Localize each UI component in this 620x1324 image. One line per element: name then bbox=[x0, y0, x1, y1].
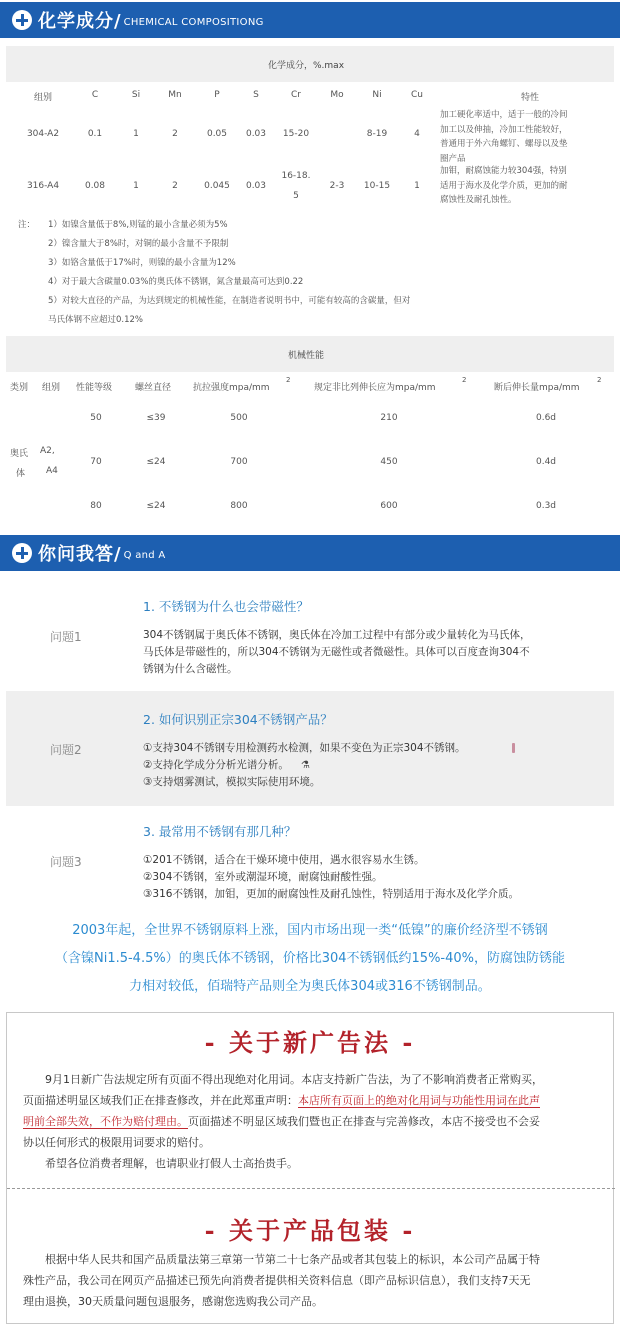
col-header: 抗拉强度mpa/mm bbox=[193, 383, 270, 393]
superscript: 2 bbox=[597, 376, 602, 384]
col-header: P bbox=[214, 90, 220, 100]
question-title: 1. 不锈钢为什么也会带磁性？ bbox=[143, 599, 309, 614]
cell-yield: 210 bbox=[380, 413, 398, 423]
ad-law-title: - 关于新广告法 - bbox=[204, 1028, 416, 1057]
qa-item bbox=[0, 575, 620, 690]
cell-s: 0.03 bbox=[245, 181, 267, 191]
section-title: 化学成分/ bbox=[38, 11, 122, 32]
cell-p: 0.05 bbox=[206, 129, 228, 139]
cell-group: A2, bbox=[40, 446, 55, 456]
answer-line: 锈钢为什么含磁性。 bbox=[143, 663, 238, 675]
feature-line: 普通用于外六角螺钉、螺母以及垫 bbox=[440, 139, 568, 149]
note-line: 1）如镍含量低于8%,则锰的最小含量必须为5% bbox=[48, 220, 228, 230]
cell-mn: 2 bbox=[172, 129, 178, 139]
cell-si: 1 bbox=[133, 129, 139, 139]
answer-text bbox=[143, 852, 583, 903]
cell-si: 1 bbox=[133, 181, 139, 191]
col-header: Ni bbox=[372, 90, 382, 100]
col-header: C bbox=[91, 90, 99, 100]
col-header: 组别 bbox=[33, 93, 52, 103]
low-nickel-note bbox=[0, 917, 620, 1001]
qa-item bbox=[6, 691, 614, 806]
col-header: Mn bbox=[168, 90, 182, 100]
col-header: Mo bbox=[330, 90, 344, 100]
section-header-qa bbox=[0, 535, 620, 571]
plus-icon bbox=[12, 10, 32, 30]
col-header: 螺丝直径 bbox=[135, 383, 172, 393]
section-title: 你问我答/ bbox=[38, 544, 122, 565]
cell-tensile: 500 bbox=[230, 413, 248, 423]
plus-icon bbox=[12, 543, 32, 563]
note-line: 2003年起，全世界不锈钢原料上涨，国内市场出现一类“低镍”的廉价经济型不锈钢 bbox=[72, 923, 548, 938]
qa-item bbox=[0, 806, 620, 916]
law-highlight: 明前全部失效，不作为赔付理由。 bbox=[23, 1115, 188, 1128]
cell-cr: 16-18. bbox=[281, 171, 311, 181]
cell-cu: 1 bbox=[414, 181, 420, 191]
cell-grade: 80 bbox=[90, 501, 102, 511]
note-line: 5）对较大直径的产品，为达到规定的机械性能，在制造者说明书中，可能有较高的含碳量，但对 bbox=[48, 296, 411, 306]
mech-table-title: 机械性能 bbox=[288, 351, 325, 361]
cell-ni: 10-15 bbox=[363, 181, 391, 191]
question-label: 问题2 bbox=[50, 743, 82, 757]
divider bbox=[7, 1188, 615, 1189]
cell-group: 304-A2 bbox=[26, 129, 60, 139]
cell-s: 0.03 bbox=[245, 129, 267, 139]
note-line: 2）镍含量大于8%时，对铜的最小含量不予限制 bbox=[48, 239, 229, 249]
law-line: 协以任何形式的极限用词要求的赔付。 bbox=[23, 1136, 210, 1149]
chem-table-title: 化学成分，%.max bbox=[268, 61, 345, 71]
cell-elongation: 0.6d bbox=[535, 413, 557, 423]
col-header: S bbox=[253, 90, 259, 100]
cell-diameter: ≤24 bbox=[146, 457, 166, 467]
col-header: 断后伸长量mpa/mm bbox=[494, 383, 580, 393]
section-header-chemical bbox=[0, 2, 620, 38]
answer-line: ①201不锈钢，适合在干燥环境中使用，遇水很容易水生锈。 bbox=[143, 854, 425, 866]
cell-cr: 15-20 bbox=[282, 129, 310, 139]
cell-tensile: 800 bbox=[230, 501, 248, 511]
cell-feature bbox=[440, 108, 615, 166]
feature-line: 加钼，耐腐蚀能力较304强，特别 bbox=[440, 166, 567, 176]
test-tube-icon bbox=[512, 743, 515, 753]
ad-law-text bbox=[23, 1069, 601, 1174]
notice-box bbox=[6, 1012, 614, 1324]
cell-c: 0.1 bbox=[87, 129, 103, 139]
law-line: 页面描述不明显区域我们暨也正在排查与完善修改，本店不接受也不会妥 bbox=[188, 1115, 540, 1128]
col-header: 类别 bbox=[10, 383, 29, 393]
cell-cr: 5 bbox=[293, 191, 299, 201]
col-header: Si bbox=[131, 90, 141, 100]
packaging-title: - 关于产品包装 - bbox=[204, 1216, 416, 1245]
cell-mn: 2 bbox=[172, 181, 178, 191]
law-line: 页面描述明显区域我们正在排查修改，并在此郑重声明： bbox=[23, 1094, 298, 1107]
cell-group: A4 bbox=[46, 466, 58, 476]
cell-yield: 600 bbox=[380, 501, 398, 511]
answer-text bbox=[143, 627, 583, 678]
cell-ni: 8-19 bbox=[366, 129, 388, 139]
pack-line: 殊性产品，我公司在网页产品描述已预先向消费者提供相关资料信息（即产品标识信息），我们支持7天无 bbox=[23, 1274, 531, 1287]
question-label: 问题1 bbox=[50, 630, 82, 644]
cell-category: 体 bbox=[16, 469, 26, 479]
answer-text bbox=[143, 740, 583, 791]
law-line: 希望各位消费者理解，也请职业打假人士高抬贵手。 bbox=[45, 1157, 298, 1170]
answer-line: ①支持304不锈钢专用检测药水检测，如果不变色为正宗304不锈钢。 bbox=[143, 742, 466, 754]
col-header: Cu bbox=[411, 90, 423, 100]
cell-category: 奥氏 bbox=[10, 449, 29, 459]
cell-feature bbox=[440, 164, 615, 208]
question-title: 3. 最常用不锈钢有那几种？ bbox=[143, 824, 297, 839]
note-line: 马氏体钢不应超过0.12% bbox=[48, 315, 144, 325]
cell-yield: 450 bbox=[380, 457, 398, 467]
law-line: 9月1日新广告法规定所有页面不得出现绝对化用词。本店支持新广告法，为了不影响消费者正常购买， bbox=[45, 1073, 543, 1086]
col-header: 特性 bbox=[520, 93, 539, 103]
notes-label: 注： bbox=[18, 220, 36, 230]
lab-flask-icon: ⚗ bbox=[300, 760, 310, 771]
feature-line: 圈产品 bbox=[440, 153, 466, 164]
superscript: 2 bbox=[286, 376, 291, 384]
question-title: 2. 如何识别正宗304不锈钢产品？ bbox=[143, 712, 333, 727]
cell-mo: 2-3 bbox=[329, 181, 345, 191]
feature-line: 加工以及伸抽，冷加工性能较好， bbox=[440, 124, 568, 135]
section-subtitle: CHEMICAL COMPOSITIONG bbox=[123, 17, 264, 28]
pack-line: 根据中华人民共和国产品质量法第三章第一节第二十七条产品或者其包装上的标识，本公司产品属于特 bbox=[45, 1253, 540, 1266]
note-line: （含镍Ni1.5-4.5%）的奥氏体不锈钢，价格比304不锈钢低约15%-40%，防腐蚀防锈能 bbox=[54, 951, 566, 966]
feature-line: 加工硬化率适中，适于一般的冷间 bbox=[440, 110, 568, 120]
answer-line: 304不锈钢属于奥氏体不锈钢，奥氏体在冷加工过程中有部分或少量转化为马氏体， bbox=[143, 629, 531, 641]
section-subtitle: Q and A bbox=[123, 550, 166, 561]
cell-p: 0.045 bbox=[204, 181, 230, 191]
col-header: Cr bbox=[291, 90, 301, 100]
answer-line: ③316不锈钢，加钼，更加的耐腐蚀性及耐孔蚀性，特别适用于海水及化学介质。 bbox=[143, 888, 519, 900]
question-label: 问题3 bbox=[50, 855, 82, 869]
answer-line: ②支持化学成分分析光谱分析。 bbox=[143, 759, 289, 771]
superscript: 2 bbox=[462, 376, 467, 384]
cell-c: 0.08 bbox=[84, 181, 106, 191]
cell-diameter: ≤24 bbox=[146, 501, 166, 511]
col-header: 规定非比列伸长应为mpa/mm bbox=[314, 383, 436, 393]
note-line: 力相对较低，佰瑞特产品则全为奥氏体304或316不锈钢制品。 bbox=[129, 979, 491, 994]
feature-line: 适用于海水及化学介质，更加的耐 bbox=[440, 180, 568, 191]
answer-line: ②304不锈钢，室外或潮湿环境，耐腐蚀耐酸性强。 bbox=[143, 871, 383, 883]
cell-cu: 4 bbox=[414, 129, 420, 139]
feature-line: 腐蚀性及耐孔蚀性。 bbox=[440, 195, 517, 205]
cell-grade: 50 bbox=[90, 413, 102, 423]
packaging-text bbox=[23, 1249, 601, 1312]
cell-diameter: ≤39 bbox=[146, 413, 166, 423]
cell-elongation: 0.3d bbox=[535, 501, 557, 511]
cell-tensile: 700 bbox=[230, 457, 248, 467]
cell-group: 316-A4 bbox=[26, 181, 60, 191]
note-line: 3）如铬含量低于17%时，则镍的最小含量为12% bbox=[48, 258, 236, 268]
cell-grade: 70 bbox=[90, 457, 102, 467]
col-header: 性能等级 bbox=[76, 383, 113, 393]
cell-elongation: 0.4d bbox=[535, 457, 557, 467]
answer-line: 马氏体是带磁性的，所以304不锈钢为无磁性或者微磁性。具体可以百度查询304不 bbox=[143, 646, 530, 658]
col-header: 组别 bbox=[42, 383, 61, 393]
answer-line: ③支持烟雾测试，模拟实际使用环境。 bbox=[143, 776, 321, 788]
note-line: 4）对于最大含碳量0.03%的奥氏体不锈钢，氮含量最高可达到0.22 bbox=[48, 277, 304, 287]
pack-line: 理由退换，30天质量问题包退服务，感谢您选购我公司产品。 bbox=[23, 1295, 323, 1308]
law-highlight: 本店所有页面上的绝对化用词与功能性用词在此声 bbox=[298, 1094, 540, 1107]
